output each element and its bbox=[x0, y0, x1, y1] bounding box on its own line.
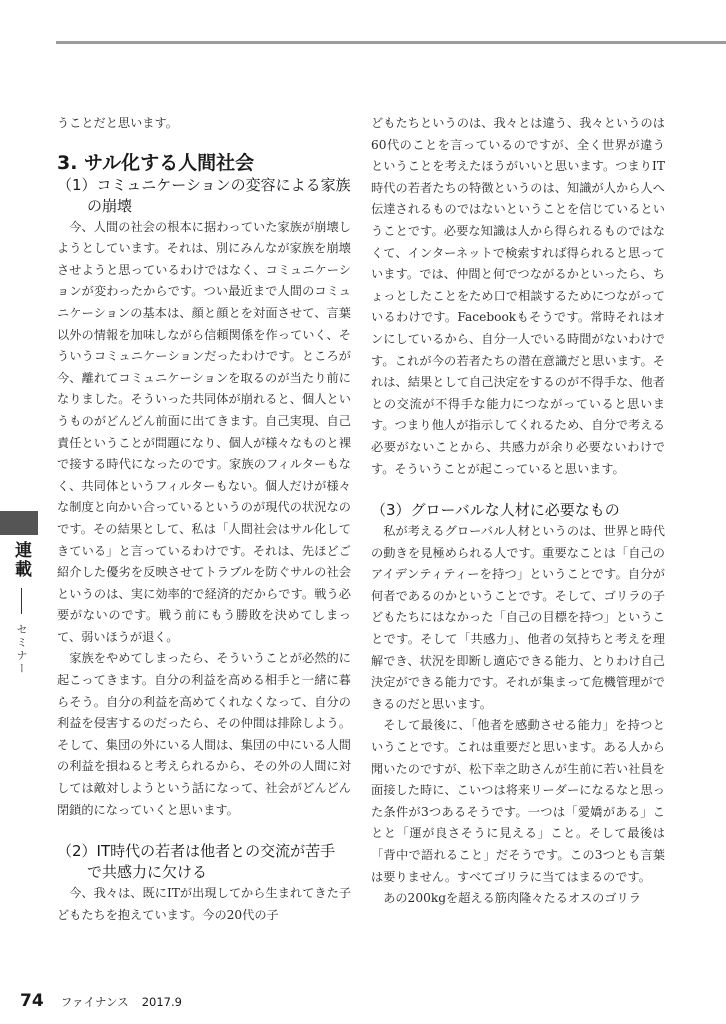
subsection-title-2-line1: （2）IT時代の若者は他者との交流が苦手 bbox=[57, 842, 336, 861]
page-footer bbox=[20, 991, 182, 1011]
series-label-main: 連載 bbox=[11, 541, 31, 579]
paragraph-continuation: うことだと思います。 bbox=[57, 116, 178, 130]
subsection-title-2 bbox=[57, 841, 351, 883]
magazine-name: ファイナンス bbox=[60, 995, 129, 1009]
header-rule bbox=[56, 41, 726, 44]
subsection-title-2-line2: で共感力に欠ける bbox=[87, 863, 208, 882]
series-tab-marker bbox=[0, 511, 38, 535]
subsection-title-1-line2: の崩壊 bbox=[87, 196, 133, 215]
left-column bbox=[57, 113, 351, 926]
series-label bbox=[4, 541, 34, 675]
paragraph: あの200kgを超える筋肉隆々たるオスのゴリラ bbox=[383, 891, 641, 906]
paragraph: そして最後に、「他者を感動させる能力」を持つということです。これは重要だと思います。ある人から聞いたのですが、松下幸之助さんが生前に若い社員を面接した時に、こいつは将来リーダーになるなと思った条件が3つあるそうです。一つは「愛嬌がある」ことと「運が良さそうに見える」こと。そして最後は「背中で語れること」だそうです。この3つとも言葉は要りません。すべてゴリラに当てはまるのです。 bbox=[371, 718, 665, 884]
page-number: 74 bbox=[20, 991, 44, 1011]
series-label-sub: セミナー bbox=[15, 623, 28, 676]
subsection-title-3: （3）グローバルな人材に必要なもの bbox=[371, 501, 620, 520]
paragraph: 今、我々は、既にITが出現してから生まれてきた子どもたちを抱えています。今の20代の子 bbox=[57, 886, 351, 922]
subsection-title-1-line1: （1）コミュニケーションの変容による家族 bbox=[57, 175, 351, 194]
series-label-divider bbox=[21, 588, 22, 614]
issue-date: 2017.9 bbox=[141, 995, 182, 1009]
subsection-title-1 bbox=[57, 175, 351, 217]
paragraph: 家族をやめてしまったら、そういうことが必然的に起こってきます。自分の利益を高める相手と一緒に暮らそう。自分の利益を高めてくれなくなって、自分の利益を侵害するのだったら、その仲間は排除しよう。そして、集団の外にいる人間は、集団の中にいる人間の利益を損ねると考えられるから、その外の人間に対しては敵対しようという話になって、社会がどんどん閉鎖的になっていくと思います。 bbox=[57, 651, 351, 817]
paragraph: 私が考えるグローバル人材というのは、世界と時代の動きを見極められる人です。重要なことは「自己のアイデンティティーを持つ」ということです。自分が何者であるのかということです。そして、ゴリラの子どもたちにはなかった「自己の目標を持つ」ということです。そして「共感力」、他者の気持ちと考えを理解でき、状況を即断し適応できる能力、とりわけ自己決定ができる能力です。それが集まって危機管理ができるのだと思います。 bbox=[371, 524, 665, 711]
right-column bbox=[371, 113, 665, 910]
section-title: 3. サル化する人間社会 bbox=[57, 151, 255, 174]
paragraph: 今、人間の社会の根本に据わっていた家族が崩壊しようとしています。それは、別にみんなが家族を崩壊させようと思っているわけではなく、コミュニケーションが変わったからです。つい最近まで人間のコミュニケーションの基本は、顔と顔とを対面させて、言葉以外の情報を加味しながら信頼関係を作っていく、そういうコミュニケーションだったわけです。ところが今、離れてコミュニケーションを取るのが当たり前になりました。そういった共同体が崩れると、個人というものがどんどん前面に出てきます。自己実現、自己責任ということが問題になり、個人が様々なものと裸で接する時代になったのです。家族のフィルターもなく、共同体というフィルターもない。個人だけが様々な制度と向かい合っているというのが現代の状況なのです。その結果として、私は「人間社会はサル化してきている」と言っているわけです。それは、先ほどご紹介した優劣を反映させてトラブルを防ぐサルの社会というのは、実に効率的で経済的だからです。戦う必要がないのです。戦う前にもう勝敗を決めてしまって、弱いほうが退く。 bbox=[57, 219, 351, 644]
paragraph: どもたちというのは、我々とは違う、我々というのは60代のことを言っているのですが、全く世界が違うということを考えたほうがいいと思います。つまりIT時代の若者たちの特徴というのは、知識が人から人へ伝達されるものではないということを信じているということです。必要な知識は人から得られるものではなくて、インターネットで検索すれば得られると思っています。では、仲間と何でつながるかといったら、ちょっとしたことをため口で相談するためにつながっているわけです。Facebookもそうです。常時それはオンにしているから、自分一人でいる時間がないわけです。これが今の若者たちの潜在意識だと思います。それは、結果として自己決定をするのが不得手な、他者との交流が不得手な能力につながっていると思います。つまり他人が指示してくれるため、自分で考える必要がないことから、共感力が余り必要ないわけです。そういうことが起こっていると思います。 bbox=[371, 116, 665, 476]
